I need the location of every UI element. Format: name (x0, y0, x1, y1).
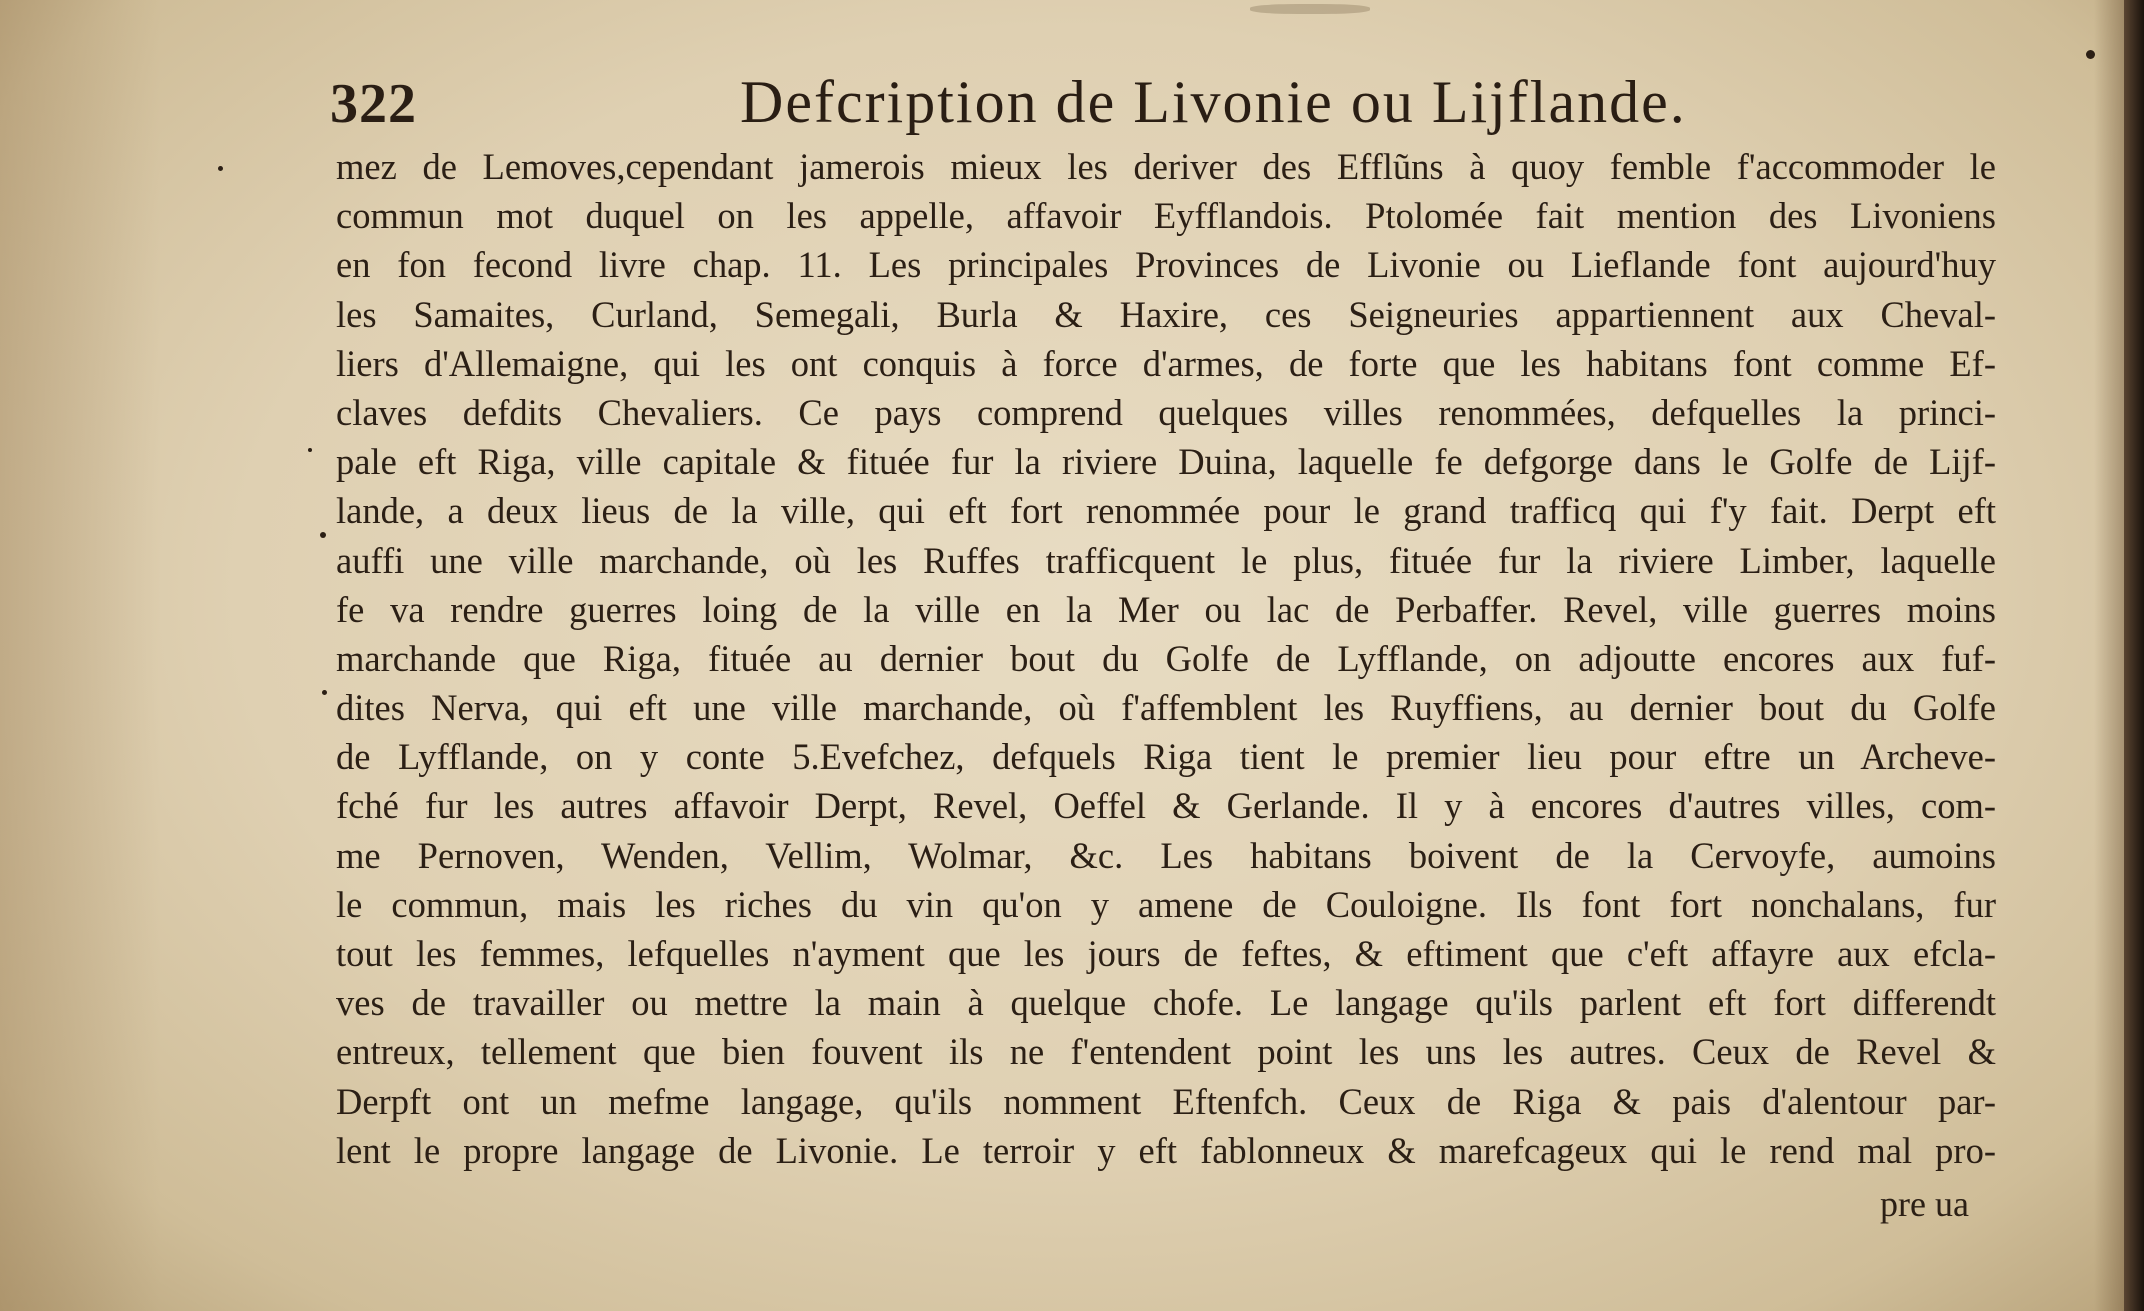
page-edge-shadow (2094, 0, 2124, 1311)
text-line: Derpft ont un mefme langage, qu'ils nomment Eftenfch. Ceux de Riga & pais d'alentour par- (336, 1080, 1996, 1122)
ink-speck (218, 166, 223, 171)
ink-speck (320, 532, 326, 538)
text-line: lande, a deux lieus de la ville, qui eft fort renommée pour le grand trafficq qui f'y fait. Derpt eft (336, 490, 1996, 532)
text-line: entreux, tellement que bien fouvent ils ne f'entendent point les uns les autres. Ceux de Revel & (336, 1031, 1996, 1073)
text-line: ves de travailler ou mettre la main à quelque chofe. Le langage qu'ils parlent eft fort differendt (336, 982, 1996, 1024)
text-line: fe va rendre guerres loing de la ville en la Mer ou lac de Perbaffer. Revel, ville guerres moins (336, 588, 1996, 630)
body-text (336, 142, 1996, 1175)
text-line: les Samaites, Curland, Semegali, Burla & Haxire, ces Seigneuries appartiennent aux Cheval- (336, 293, 1996, 335)
catchword: pre ua (1880, 1184, 1969, 1224)
ink-speck (2086, 50, 2095, 59)
page-number: 322 (330, 73, 417, 135)
text-line: commun mot duquel on les appelle, affavoir Eyfflandois. Ptolomée fait mention des Livoniens (336, 195, 1996, 237)
text-line: claves defdits Chevaliers. Ce pays comprend quelques villes renommées, defquelles la princi- (336, 391, 1996, 433)
binding-shadow (0, 0, 160, 1311)
page-edge (2124, 0, 2144, 1311)
text-line: marchande que Riga, fituée au dernier bout du Golfe de Lyfflande, on adjoutte encores aux fuf- (336, 637, 1996, 679)
text-line: de Lyfflande, on y conte 5.Evefchez, defquels Riga tient le premier lieu pour eftre un Archeve- (336, 736, 1996, 778)
text-line: en fon fecond livre chap. 11. Les principales Provinces de Livonie ou Lieflande font aujourd'huy (336, 244, 1996, 286)
text-line: me Pernoven, Wenden, Vellim, Wolmar, &c. Les habitans boivent de la Cervoyfe, aumoins (336, 834, 1996, 876)
text-line: dites Nerva, qui eft une ville marchande, où f'affemblent les Ruyffiens, au dernier bout du Golfe (336, 687, 1996, 729)
text-line: le commun, mais les riches du vin qu'on y amene de Couloigne. Ils font fort nonchalans, fur (336, 883, 1996, 925)
ink-speck (322, 690, 327, 695)
text-line: pale eft Riga, ville capitale & fituée fur la riviere Duina, laquelle fe defgorge dans le Golfe de Lijf- (336, 441, 1996, 483)
text-line: tout les femmes, lefquelles n'ayment que les jours de feftes, & eftiment que c'eft affayre aux efcla- (336, 933, 1996, 974)
text-line: liers d'Allemaigne, qui les ont conquis à force d'armes, de forte que les habitans font comme Ef- (336, 342, 1996, 384)
text-line: fché fur les autres affavoir Derpt, Revel, Oeffel & Gerlande. Il y à encores d'autres villes, com- (336, 785, 1996, 827)
text-line: auffi une ville marchande, où les Ruffes trafficquent le plus, fituée fur la riviere Limber, laquelle (336, 539, 1996, 581)
running-title: Defcription de Livonie ou Lijflande. (740, 69, 1687, 135)
ink-speck (308, 448, 312, 452)
text-line: lent le propre langage de Livonie. Le terroir y eft fablonneux & marefcageux qui le rend mal pro- (336, 1129, 1996, 1171)
paper-stain (1250, 4, 1370, 14)
text-line: mez de Lemoves,cependant jamerois mieux les deriver des Efflũns à quoy femble f'accommoder le (336, 146, 1996, 187)
page-header (330, 68, 2010, 148)
